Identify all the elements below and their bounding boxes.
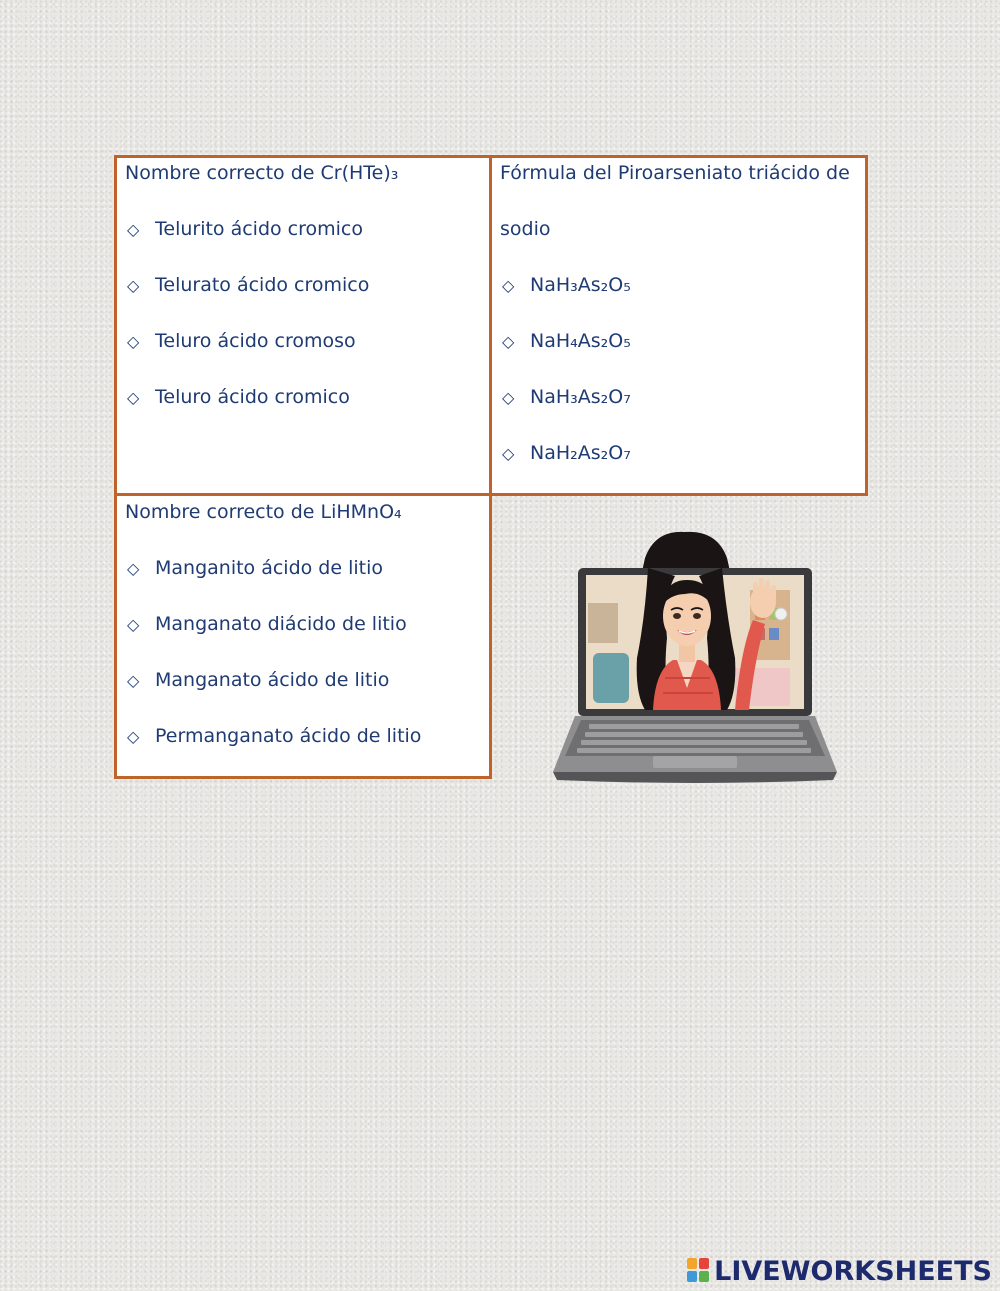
question-3-option-3[interactable]: ◇ Manganato ácido de litio <box>127 669 390 691</box>
question-2-option-4[interactable]: ◇ NaH₂As₂O₇ <box>502 442 631 464</box>
question-1-prompt: Nombre correcto de Cr(HTe)₃ <box>125 162 399 184</box>
question-3-option-4[interactable]: ◇ Permanganato ácido de litio <box>127 725 422 747</box>
liveworksheets-brand-text: LIVEWORKSHEETS <box>714 1256 992 1287</box>
question-3-option-2[interactable]: ◇ Manganato diácido de litio <box>127 613 407 635</box>
diamond-bullet-icon: ◇ <box>502 444 515 463</box>
question-1-option-4[interactable]: ◇ Teluro ácido cromico <box>127 386 350 408</box>
diamond-bullet-icon: ◇ <box>127 332 140 351</box>
question-2-prompt-line-1: Fórmula del Piroarseniato triácido de <box>500 162 850 184</box>
liveworksheets-logo-icon <box>687 1258 711 1284</box>
diamond-bullet-icon: ◇ <box>127 388 140 407</box>
question-3-option-1[interactable]: ◇ Manganito ácido de litio <box>127 557 384 579</box>
liveworksheets-logo <box>687 1256 992 1287</box>
diamond-bullet-icon: ◇ <box>127 727 140 746</box>
question-1-option-3[interactable]: ◇ Teluro ácido cromoso <box>127 330 356 352</box>
diamond-bullet-icon: ◇ <box>127 615 140 634</box>
question-2-option-1[interactable]: ◇ NaH₃As₂O₅ <box>502 274 631 296</box>
question-box-2 <box>489 155 868 496</box>
question-2-option-2[interactable]: ◇ NaH₄As₂O₅ <box>502 330 631 352</box>
diamond-bullet-icon: ◇ <box>127 559 140 578</box>
question-2-option-3[interactable]: ◇ NaH₃As₂O₇ <box>502 386 631 408</box>
diamond-bullet-icon: ◇ <box>127 671 140 690</box>
diamond-bullet-icon: ◇ <box>127 220 140 239</box>
question-1-option-1[interactable]: ◇ Telurito ácido cromico <box>127 218 364 240</box>
diamond-bullet-icon: ◇ <box>502 332 515 351</box>
question-box-1 <box>114 155 492 496</box>
laptop-teacher-illustration <box>545 528 845 786</box>
diamond-bullet-icon: ◇ <box>502 388 515 407</box>
question-box-3 <box>114 493 492 779</box>
diamond-bullet-icon: ◇ <box>127 276 140 295</box>
question-3-prompt: Nombre correcto de LiHMnO₄ <box>125 501 402 523</box>
question-2-prompt-line-2: sodio <box>500 218 551 240</box>
diamond-bullet-icon: ◇ <box>502 276 515 295</box>
question-1-option-2[interactable]: ◇ Telurato ácido cromico <box>127 274 370 296</box>
